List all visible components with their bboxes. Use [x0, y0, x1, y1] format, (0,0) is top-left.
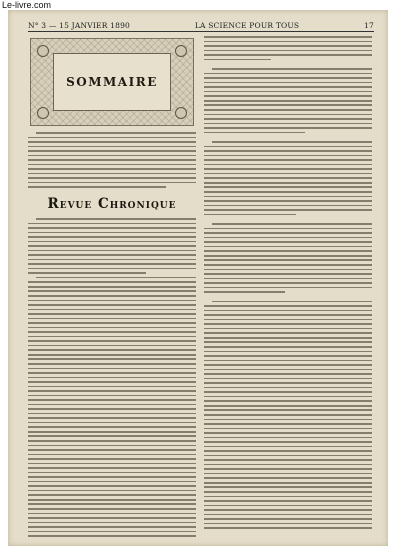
text-line	[36, 277, 196, 279]
text-line	[28, 503, 196, 505]
text-line	[204, 168, 372, 170]
site-watermark: Le-livre.com	[2, 0, 52, 10]
text-line	[28, 399, 196, 401]
text-line	[28, 531, 196, 533]
text-line	[204, 155, 372, 157]
text-line	[28, 340, 196, 342]
text-line	[204, 82, 372, 84]
text-line	[28, 449, 196, 451]
text-line	[28, 345, 196, 347]
text-line	[204, 396, 372, 398]
text-line	[28, 372, 196, 374]
text-line	[204, 527, 372, 529]
text-line	[204, 182, 372, 184]
text-line	[28, 236, 196, 238]
text-line	[204, 164, 372, 166]
text-line	[204, 328, 372, 330]
text-line	[28, 377, 196, 379]
text-line	[204, 209, 372, 211]
text-line	[204, 291, 285, 293]
text-line	[204, 173, 372, 175]
text-line	[28, 168, 196, 170]
text-line	[28, 435, 196, 437]
text-line	[204, 91, 372, 93]
text-line	[204, 196, 372, 198]
text-line	[204, 205, 372, 207]
continued-text	[204, 36, 372, 529]
text-line	[28, 445, 196, 447]
text-line	[28, 390, 196, 392]
text-line	[204, 369, 372, 371]
text-line	[204, 36, 372, 38]
text-line	[204, 278, 372, 280]
text-line	[28, 490, 196, 492]
text-line	[204, 387, 372, 389]
text-line	[204, 104, 372, 106]
text-line	[28, 331, 196, 333]
text-line	[204, 509, 372, 511]
text-line	[204, 237, 372, 239]
text-line	[204, 241, 372, 243]
text-line	[28, 281, 196, 283]
text-line	[204, 482, 372, 484]
text-line	[204, 414, 372, 416]
text-line	[28, 431, 196, 433]
text-line	[28, 254, 196, 256]
text-line	[204, 54, 372, 56]
text-line	[204, 455, 372, 457]
text-line	[28, 485, 196, 487]
text-line	[204, 186, 372, 188]
text-line	[204, 409, 372, 411]
text-line	[28, 250, 196, 252]
text-line	[204, 269, 372, 271]
text-line	[28, 458, 196, 460]
text-line	[28, 426, 196, 428]
text-line	[204, 332, 372, 334]
text-line	[28, 177, 196, 179]
text-line	[28, 223, 196, 225]
text-line	[28, 381, 196, 383]
text-line	[28, 404, 196, 406]
text-line	[28, 290, 196, 292]
text-line	[28, 472, 196, 474]
text-line	[28, 463, 196, 465]
issue-number: N° 3 — 15 JANVIER 1890	[28, 21, 131, 30]
left-column	[28, 36, 196, 540]
text-line	[204, 319, 372, 321]
text-line	[28, 164, 196, 166]
text-line	[204, 45, 372, 47]
text-line	[28, 417, 196, 419]
text-line	[204, 123, 372, 125]
text-line	[204, 419, 372, 421]
text-line	[28, 476, 196, 478]
text-line	[28, 227, 196, 229]
text-line	[204, 214, 296, 216]
text-line	[28, 526, 196, 528]
sommaire-text	[28, 132, 196, 188]
text-line	[28, 272, 146, 274]
text-line	[204, 428, 372, 430]
text-line	[204, 146, 372, 148]
text-line	[204, 432, 372, 434]
ornament-flourish	[37, 107, 49, 119]
sommaire-ornament	[30, 38, 194, 126]
text-line	[204, 118, 372, 120]
text-line	[28, 395, 196, 397]
text-line	[28, 522, 196, 524]
text-line	[204, 191, 372, 193]
right-column	[204, 36, 372, 540]
text-line	[204, 86, 372, 88]
text-line	[204, 200, 372, 202]
text-line	[28, 309, 196, 311]
text-line	[28, 535, 196, 537]
text-line	[28, 422, 196, 424]
text-line	[204, 364, 372, 366]
text-line	[28, 182, 196, 184]
text-line	[28, 454, 196, 456]
text-line	[204, 486, 372, 488]
text-line	[204, 378, 372, 380]
text-line	[28, 368, 196, 370]
page-header	[28, 18, 374, 32]
text-line	[28, 467, 196, 469]
text-line	[204, 282, 372, 284]
text-line	[204, 464, 372, 466]
text-line	[204, 450, 372, 452]
text-line	[212, 68, 372, 70]
text-line	[204, 323, 372, 325]
text-line	[204, 346, 372, 348]
text-line	[212, 301, 372, 303]
text-line	[28, 141, 196, 143]
text-line	[204, 59, 271, 61]
text-line	[28, 349, 196, 351]
text-line	[28, 327, 196, 329]
text-line	[204, 514, 372, 516]
text-line	[204, 518, 372, 520]
text-line	[28, 386, 196, 388]
text-line	[204, 132, 305, 134]
text-line	[204, 159, 372, 161]
text-line	[28, 363, 196, 365]
text-line	[204, 337, 372, 339]
text-line	[28, 232, 196, 234]
text-line	[204, 360, 372, 362]
text-line	[28, 300, 196, 302]
text-line	[204, 437, 372, 439]
text-line	[28, 313, 196, 315]
ornament-flourish	[37, 45, 49, 57]
article-title: Revue Chronique	[47, 195, 177, 212]
text-line	[204, 250, 372, 252]
text-line	[28, 150, 196, 152]
text-line	[204, 491, 372, 493]
text-line	[204, 100, 372, 102]
text-line	[204, 351, 372, 353]
text-line	[204, 73, 372, 75]
article-text	[28, 218, 196, 540]
text-line	[204, 127, 372, 129]
text-line	[212, 223, 372, 225]
text-line	[204, 95, 372, 97]
text-line	[204, 314, 372, 316]
text-line	[28, 259, 196, 261]
text-line	[28, 155, 196, 157]
text-line	[28, 137, 196, 139]
text-line	[36, 132, 196, 134]
text-line	[28, 263, 196, 265]
text-line	[28, 513, 196, 515]
journal-title: LA SCIENCE POUR TOUS	[194, 21, 300, 30]
text-line	[28, 336, 196, 338]
text-line	[28, 318, 196, 320]
text-line	[204, 477, 372, 479]
text-line	[28, 413, 196, 415]
text-line	[28, 408, 196, 410]
text-line	[28, 440, 196, 442]
text-line	[28, 481, 196, 483]
text-line	[204, 355, 372, 357]
scanned-page	[8, 10, 388, 546]
text-line	[204, 446, 372, 448]
text-line	[204, 232, 372, 234]
text-line	[204, 382, 372, 384]
text-line	[28, 173, 196, 175]
text-line	[204, 523, 372, 525]
text-line	[204, 505, 372, 507]
text-line	[204, 77, 372, 79]
sommaire-title: SOMMAIRE	[66, 75, 158, 89]
text-line	[204, 50, 372, 52]
text-line	[204, 500, 372, 502]
text-line	[204, 287, 372, 289]
text-line	[28, 241, 196, 243]
text-line	[204, 373, 372, 375]
text-line	[28, 146, 196, 148]
text-line	[28, 499, 196, 501]
text-line	[28, 358, 196, 360]
page-number: 17	[364, 21, 374, 30]
text-line	[204, 391, 372, 393]
text-line	[204, 400, 372, 402]
text-line	[28, 268, 196, 270]
text-line	[28, 159, 196, 161]
text-line	[204, 109, 372, 111]
text-line	[28, 508, 196, 510]
ornament-flourish	[175, 107, 187, 119]
text-line	[204, 468, 372, 470]
text-line	[204, 246, 372, 248]
text-line	[204, 305, 372, 307]
ornament-flourish	[175, 45, 187, 57]
text-line	[204, 273, 372, 275]
text-line	[204, 259, 372, 261]
text-line	[204, 41, 372, 43]
text-line	[204, 473, 372, 475]
text-line	[204, 228, 372, 230]
text-line	[204, 177, 372, 179]
text-line	[204, 255, 372, 257]
text-line	[212, 141, 372, 143]
text-line	[28, 322, 196, 324]
text-line	[28, 494, 196, 496]
text-line	[204, 310, 372, 312]
text-line	[204, 441, 372, 443]
text-line	[28, 517, 196, 519]
text-line	[28, 304, 196, 306]
text-line	[28, 295, 196, 297]
sommaire-title-frame	[53, 53, 171, 111]
text-line	[28, 286, 196, 288]
text-line	[204, 423, 372, 425]
text-line	[28, 245, 196, 247]
text-line	[204, 341, 372, 343]
text-line	[204, 114, 372, 116]
text-line	[204, 264, 372, 266]
text-line	[36, 218, 196, 220]
text-line	[204, 459, 372, 461]
text-line	[204, 150, 372, 152]
text-line	[204, 496, 372, 498]
text-line	[28, 186, 166, 188]
text-line	[28, 354, 196, 356]
text-line	[204, 405, 372, 407]
